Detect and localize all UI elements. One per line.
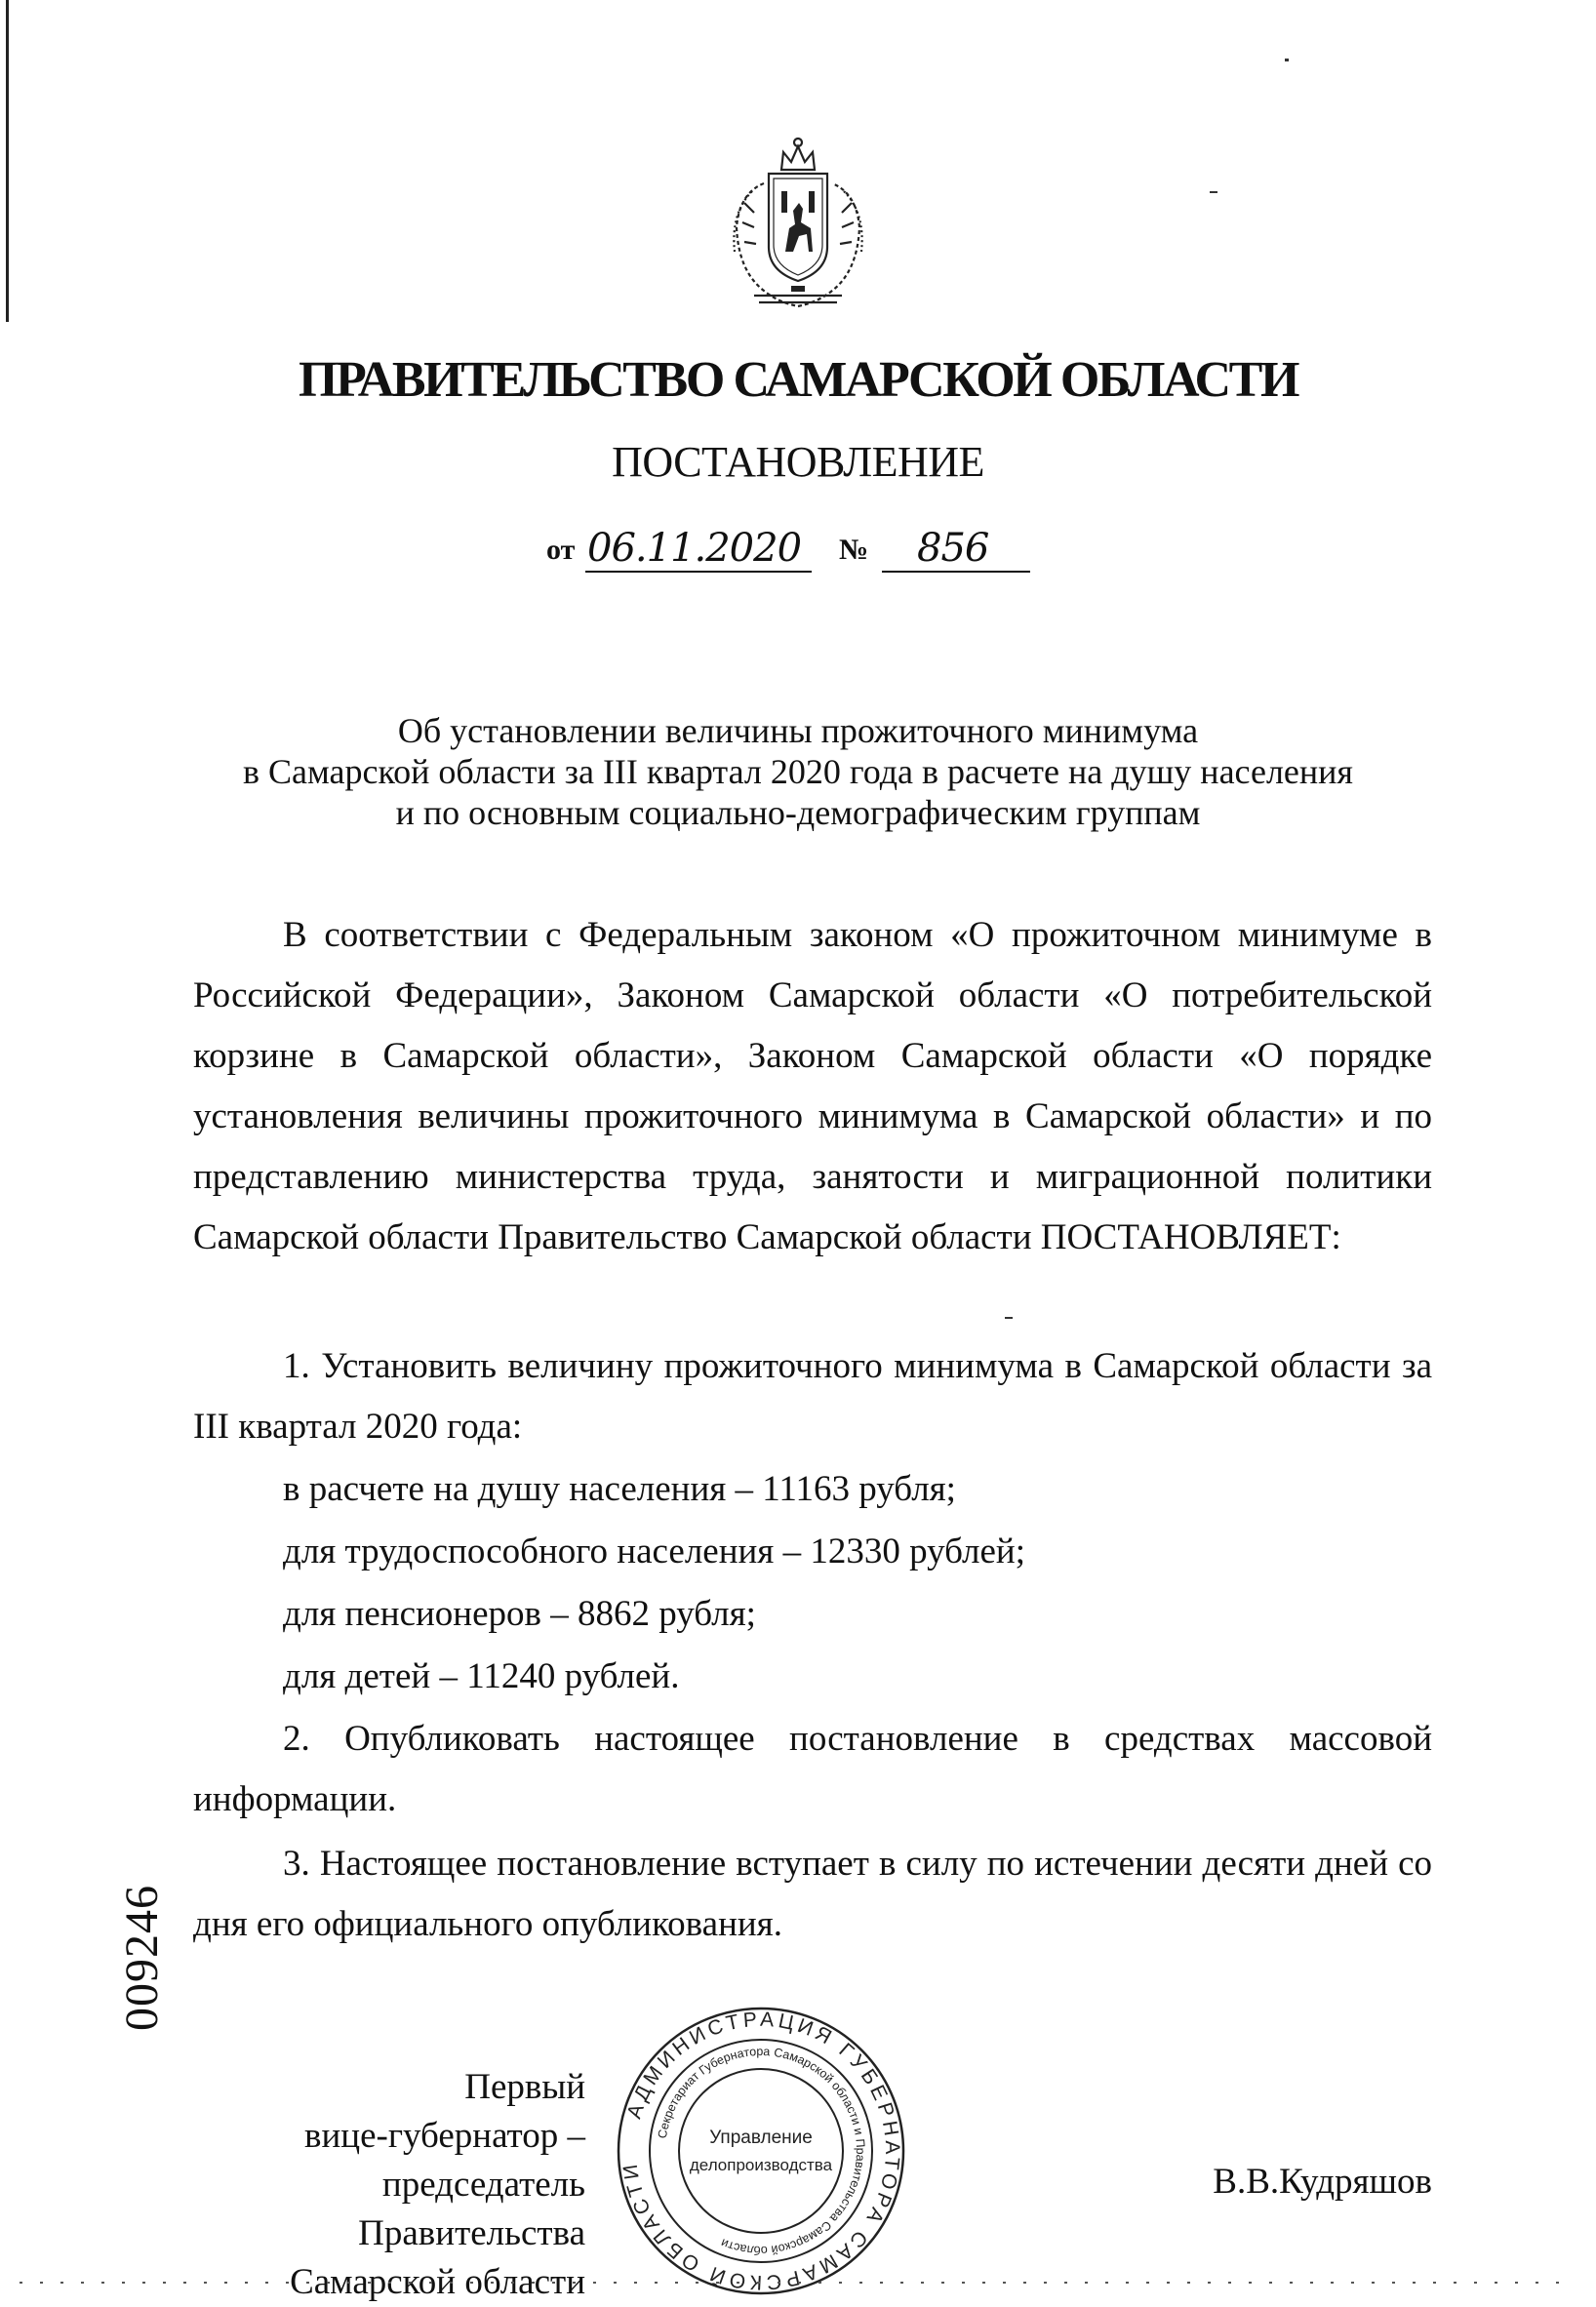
signatory-name: В.В.Кудряшов: [1213, 2162, 1432, 2202]
signatory-title-line: вице-губернатор –: [304, 2116, 585, 2156]
date-number-line: [546, 522, 1093, 580]
clause-2: 2. Опубликовать настоящее постановление в средствах массовой информации.: [193, 1719, 1432, 1819]
stamp-middle-text: Секретариат Губернатора Самарской области и Правительства Самарской области: [655, 2044, 868, 2258]
document-type: ПОСТАНОВЛЕНИЕ: [612, 438, 984, 486]
coat-of-arms-icon: [725, 135, 871, 318]
subject-line: и по основным социально-демографическим группам: [395, 793, 1201, 832]
signatory-title-line: председатель Правительства: [358, 2165, 585, 2253]
scan-bottom-edge: [0, 2279, 1596, 2287]
stamp-center-line: Управление: [709, 2128, 813, 2148]
number-handwritten: 856: [917, 526, 989, 571]
scan-speck: [1210, 191, 1217, 193]
date-prefix: от: [546, 534, 576, 566]
organization-title: ПРАВИТЕЛЬСТВО САМАРСКОЙ ОБЛАСТИ: [298, 352, 1298, 408]
registration-number: 009246: [116, 1885, 168, 2031]
number-underline: [882, 571, 1030, 573]
subject-line: Об установлении величины прожиточного минимума: [397, 711, 1199, 750]
scan-speck: [1005, 1317, 1013, 1319]
svg-text:Секретариат Губернатора Самарс: [656, 2045, 867, 2257]
number-prefix: №: [839, 534, 869, 566]
subject-line: в Самарской области за III квартал 2020 года в расчете на душу населения: [243, 752, 1353, 791]
preamble-paragraph: В соответствии с Федеральным законом «О прожиточном минимуме в Российской Федерации», Законом Самарской области «О потребительской корзине в Самарской области», Законом Самарской области «О порядке установления величины прожиточного минимума в Самарской области» и по представлению министерства труда, занятости и миграционной политики Самарской области Правительство Самарской области ПОСТАНОВЛЯЕТ:: [193, 915, 1432, 1257]
date-underline: [585, 571, 812, 573]
list-item: для детей – 11240 рублей.: [283, 1656, 680, 1696]
list-item: в расчете на душу населения – 11163 рубля;: [283, 1469, 956, 1509]
list-item: для трудоспособного населения – 12330 рублей;: [283, 1531, 1025, 1571]
stamp-center-line: делопроизводства: [689, 2156, 833, 2174]
signatory-title: [176, 2063, 585, 2307]
official-stamp-icon: [615, 2005, 907, 2297]
signatory-title-line: Первый: [464, 2067, 585, 2107]
scan-speck: [1285, 59, 1289, 61]
list-item: для пенсионеров – 8862 рубля;: [283, 1594, 756, 1634]
signatory-title-line: Самарской области: [290, 2262, 585, 2302]
date-handwritten: 06.11.2020: [587, 526, 802, 571]
clause-3: 3. Настоящее постановление вступает в силу по истечении десяти дней со дня его официального опубликования.: [193, 1844, 1432, 1944]
document-subject: [137, 710, 1459, 833]
clause-1: 1. Установить величину прожиточного минимума в Самарской области за III квартал 2020 года:: [193, 1346, 1432, 1447]
scan-edge: [6, 0, 9, 322]
stamp-outer-text: АДМИНИСТРАЦИЯ ГУБЕРНАТОРА САМАРСКОЙ ОБЛАСТИ: [618, 2008, 904, 2294]
